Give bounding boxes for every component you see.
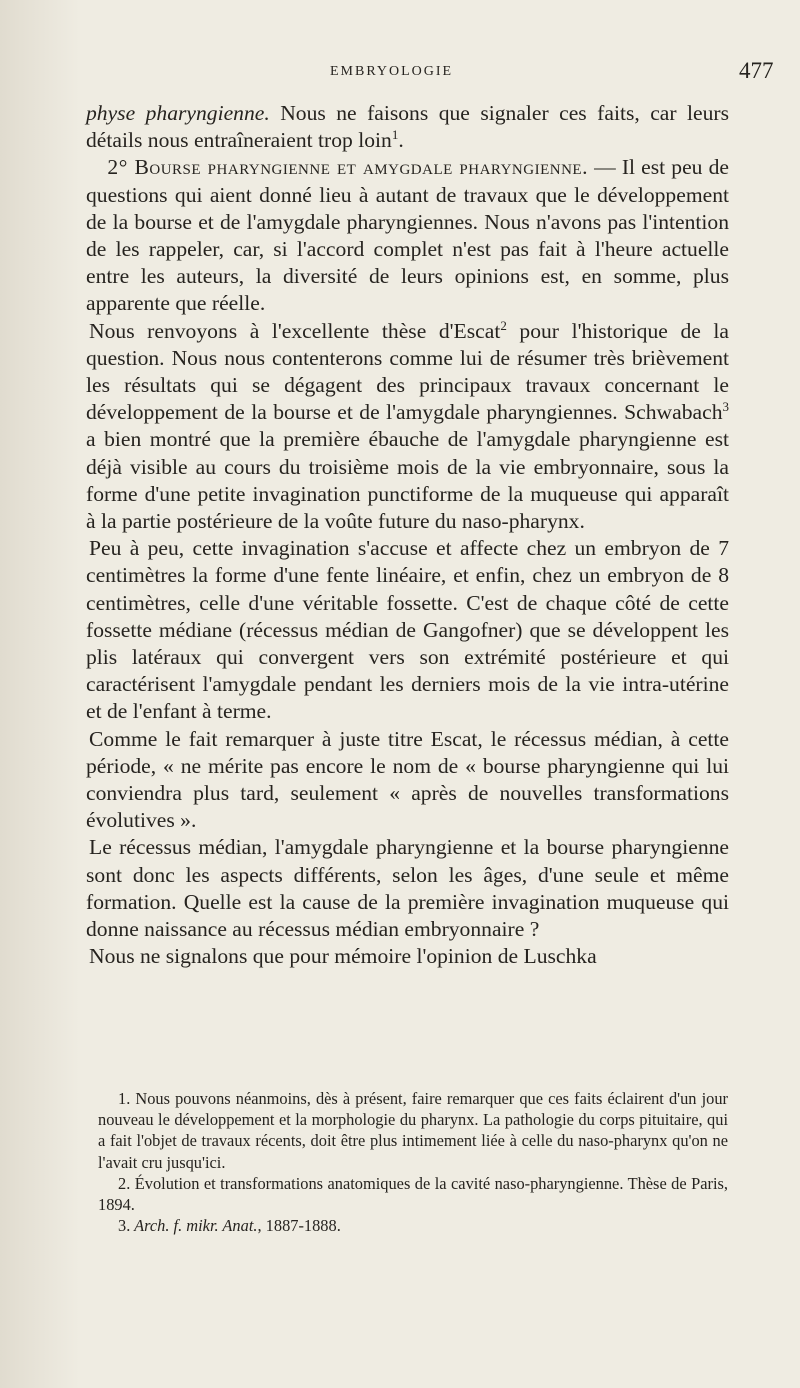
paragraph-1 xyxy=(86,100,729,154)
footnote-number: 3. xyxy=(118,1216,131,1236)
paragraph-7: Nous ne signalons que pour mémoire l'opinion de Luschka xyxy=(89,944,597,969)
footnote-italic: Arch. f. mikr. Anat. xyxy=(130,1216,258,1236)
main-text xyxy=(86,100,729,971)
footnote-text: Évolution et transformations anatomiques de la cavité naso-pharyngienne. Thèse de Paris, 1894. xyxy=(98,1173,728,1215)
paragraph-text: Nous renvoyons à l'excellente thèse d'Escat xyxy=(89,318,501,343)
italic-fragment: physe pharyngienne. xyxy=(86,101,270,125)
page-number: 477 xyxy=(739,58,774,83)
paragraph-end: . xyxy=(398,128,404,153)
paragraph-text: a bien montré que la première ébauche de l'amygdale pharyngienne est déjà visible au cours du troisième mois de la vie embryonnaire, sous la forme d'une petite invagination punctiforme de la muqueuse qui apparaît à la partie postérieure de la voûte future du naso-pharynx. xyxy=(86,427,729,534)
footnote-ref-2: 2 xyxy=(500,317,507,333)
footnote-ref-3: 3 xyxy=(722,399,729,415)
footnote-text: Nous pouvons néanmoins, dès à présent, faire remarquer que ces faits éclairent d'un jour nouveau le développement et la morphologie du pharynx. La pathologie du corps pituitaire, qui a fait l'objet de travaux récents, doit être plus intimement liée à celle du naso-pharynx qu'on ne l'avait cru jusqu'ici. xyxy=(98,1089,728,1172)
section-heading: 2° Bourse pharyngienne et amygdale pharyngienne. xyxy=(107,155,588,180)
paragraph-5: Comme le fait remarquer à juste titre Escat, le récessus médian, à cette période, « ne mérite pas encore le nom de « bourse pharyngienne qui lui conviendra plus tard, seulement « après de nouvelles transformations évolutives ». xyxy=(86,726,729,833)
footnote-number: 1. xyxy=(118,1089,131,1108)
page-header xyxy=(0,60,800,90)
footnote-text: , 1887-1888. xyxy=(257,1216,341,1236)
paragraph-6: Le récessus médian, l'amygdale pharyngienne et la bourse pharyngienne sont donc les aspects différents, selon les âges, d'une seule et même formation. Quelle est la cause de la première invagination muqueuse qui donne naissance au récessus médian embryonnaire ? xyxy=(86,835,729,942)
paragraph-4: Peu à peu, cette invagination s'accuse et affecte chez un embryon de 7 centimètres la forme d'une fente linéaire, et enfin, chez un embryon de 8 centimètres, celle d'une véritable fossette. C'est de chaque côté de cette fossette médiane (récessus médian de Gangofner) que se développent les plis latéraux qui convergent vers son extrémité postérieure et qui caractérisent l'amygdale pendant les derniers mois de la vie intra-utérine et de l'enfant à terme. xyxy=(86,536,729,724)
paragraph-text: pour l'historique de la question. Nous nous contenterons comme lui de résumer très brièvement les résultats qui se dégagent des principaux travaux concernant le développement de la bourse et de l'amygdale pharyngiennes. Schwabach xyxy=(86,318,729,425)
running-title: EMBRYOLOGIE xyxy=(330,64,454,79)
page-edge-shading xyxy=(0,0,80,1388)
paragraph-2 xyxy=(86,154,729,317)
paragraph-text: — Il est peu de questions qui aient donné lieu à autant de travaux que le développement de la bourse et de l'amygdale pharyngiennes. Nous n'avons pas l'intention de les rappeler, car, si l'accord complet n'est pas fait à l'heure actuelle entre les auteurs, la diversité de leurs opinions est, en somme, plus apparente que réelle. xyxy=(86,155,729,316)
footnote-2 xyxy=(98,1173,728,1215)
footnote-ref-1: 1 xyxy=(391,127,399,143)
paragraph-3 xyxy=(86,318,729,536)
paragraph-text: Nous ne faisons que signaler ces faits, car leurs détails nous entraîneraient trop loin xyxy=(86,101,729,153)
footnote-1 xyxy=(98,1088,728,1173)
footnotes xyxy=(98,1088,728,1236)
footnote-3 xyxy=(98,1215,728,1236)
footnote-number: 2. xyxy=(118,1173,131,1193)
